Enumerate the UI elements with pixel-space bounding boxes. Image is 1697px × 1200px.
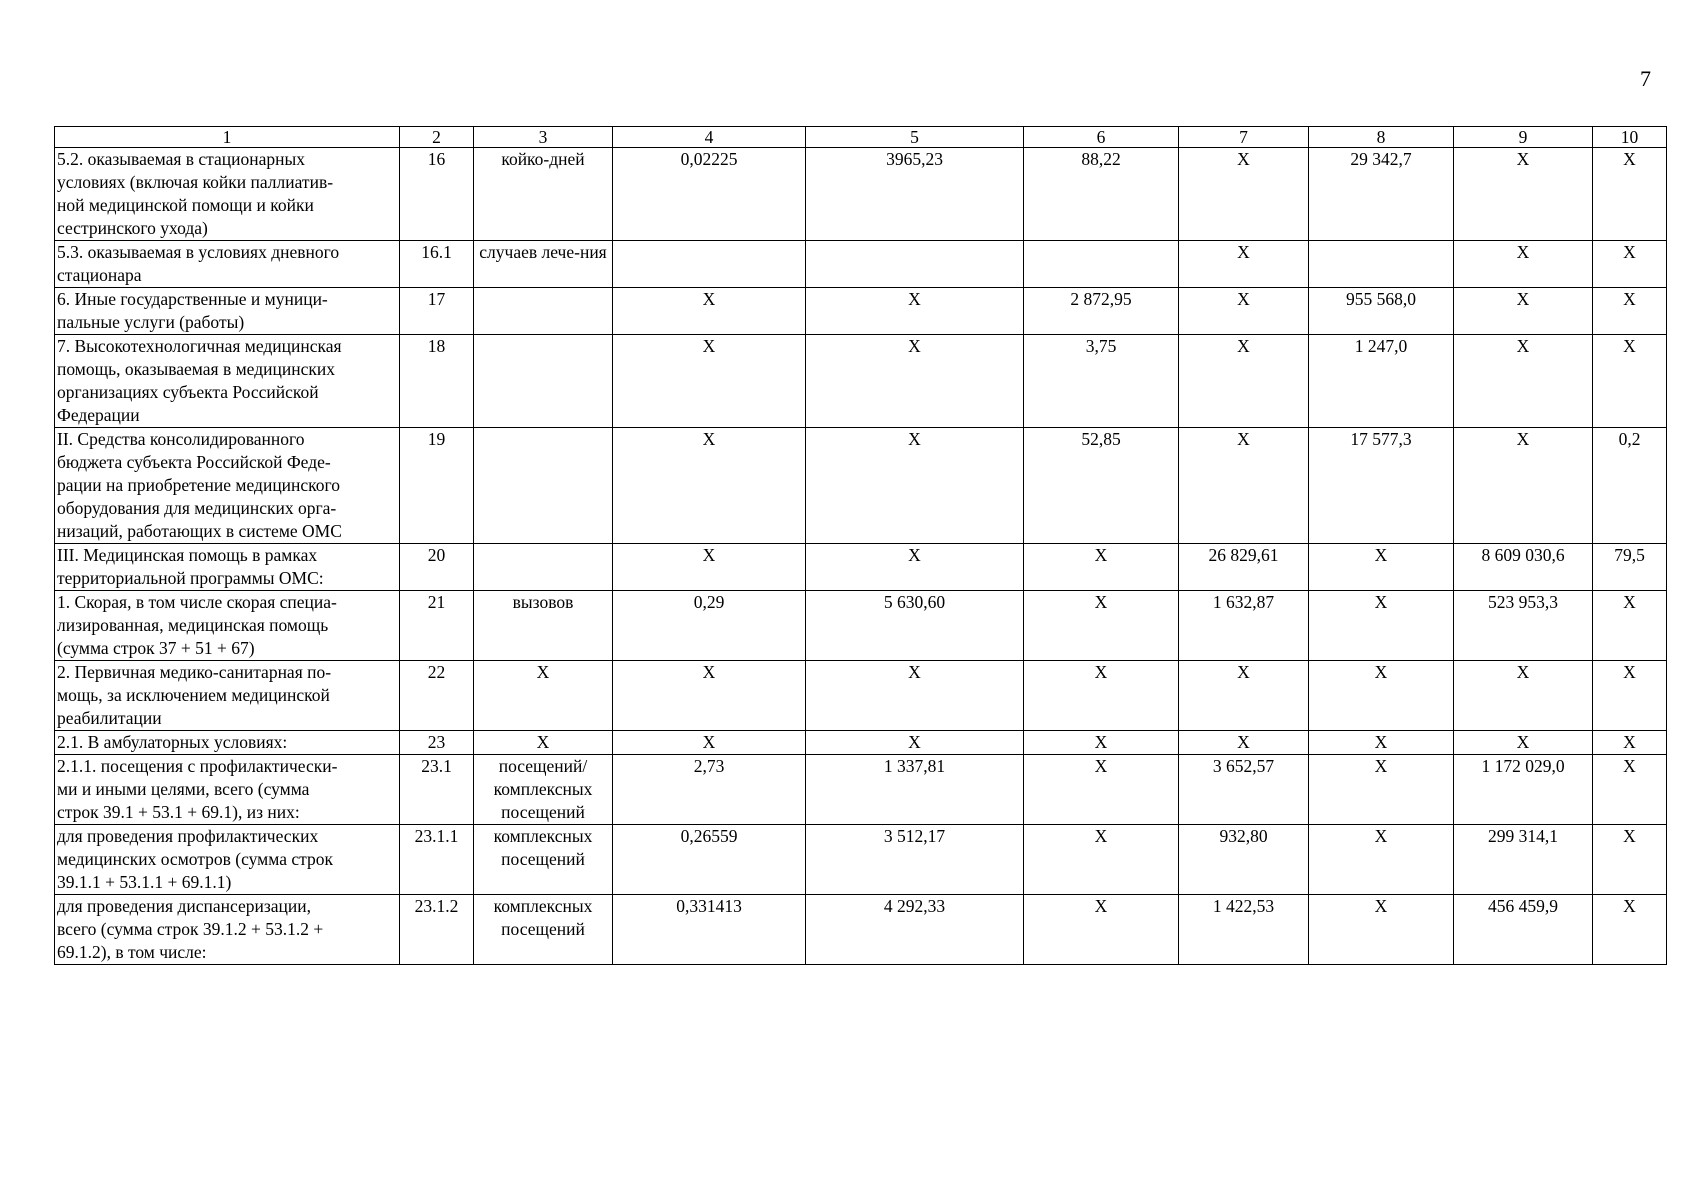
row-name-line: помощь, оказываемая в медицинских <box>57 359 335 379</box>
column-header: 9 <box>1454 127 1593 148</box>
cell-col-3 <box>474 288 613 335</box>
cell-col-10: X <box>1593 895 1667 965</box>
row-name-line: III. Медицинская помощь в рамках <box>57 545 318 565</box>
table-row <box>55 895 1667 965</box>
cell-col-7: 3 652,57 <box>1179 755 1309 825</box>
cell-col-5: X <box>806 428 1024 544</box>
cell-col-4: 0,331413 <box>613 895 806 965</box>
row-name-line: низаций, работающих в системе ОМС <box>57 521 342 541</box>
cell-col-7: X <box>1179 661 1309 731</box>
cell-col-9: X <box>1454 241 1593 288</box>
cell-col-9: 523 953,3 <box>1454 591 1593 661</box>
cell-col-2: 23.1.2 <box>400 895 474 965</box>
cell-col-3: случаев лече-ния <box>474 241 613 288</box>
row-name-cell <box>55 661 400 731</box>
row-name-line: ной медицинской помощи и койки <box>57 195 314 215</box>
row-name-cell <box>55 825 400 895</box>
cell-col-8: 1 247,0 <box>1309 335 1454 428</box>
cell-col-6: 3,75 <box>1024 335 1179 428</box>
column-header: 4 <box>613 127 806 148</box>
row-name-line: пальные услуги (работы) <box>57 312 245 332</box>
cell-col-10: X <box>1593 661 1667 731</box>
cell-col-6: X <box>1024 731 1179 755</box>
cell-col-10: 79,5 <box>1593 544 1667 591</box>
cell-col-4: 2,73 <box>613 755 806 825</box>
cell-col-7: 1 422,53 <box>1179 895 1309 965</box>
cell-col-9: X <box>1454 335 1593 428</box>
row-name-cell <box>55 428 400 544</box>
table-row <box>55 335 1667 428</box>
row-name-line: для проведения профилактических <box>57 826 319 846</box>
row-name-line: Федерации <box>57 405 140 425</box>
cell-col-5: 1 337,81 <box>806 755 1024 825</box>
cell-col-2: 16.1 <box>400 241 474 288</box>
cell-col-3 <box>474 544 613 591</box>
cell-col-9: 1 172 029,0 <box>1454 755 1593 825</box>
cell-col-8: X <box>1309 895 1454 965</box>
cell-col-8: X <box>1309 755 1454 825</box>
cell-col-8: X <box>1309 591 1454 661</box>
cell-col-2: 19 <box>400 428 474 544</box>
cell-col-7: 932,80 <box>1179 825 1309 895</box>
cell-col-8: X <box>1309 544 1454 591</box>
column-header: 1 <box>55 127 400 148</box>
cell-col-3: X <box>474 661 613 731</box>
row-name-cell <box>55 755 400 825</box>
page-number: 7 <box>1640 66 1651 91</box>
row-name-line: сестринского ухода) <box>57 218 208 238</box>
cell-col-9: 456 459,9 <box>1454 895 1593 965</box>
cell-col-10: X <box>1593 825 1667 895</box>
cell-col-5 <box>806 241 1024 288</box>
cell-col-3: комплексных посещений <box>474 825 613 895</box>
cell-col-6 <box>1024 241 1179 288</box>
row-name-line: рации на приобретение медицинского <box>57 475 341 495</box>
row-name-line: 69.1.2), в том числе: <box>57 942 207 962</box>
cell-col-3: вызовов <box>474 591 613 661</box>
cell-col-2: 23.1.1 <box>400 825 474 895</box>
table-row <box>55 825 1667 895</box>
row-name-cell <box>55 591 400 661</box>
cell-col-6: X <box>1024 895 1179 965</box>
cell-col-2: 20 <box>400 544 474 591</box>
cell-col-3: койко-дней <box>474 148 613 241</box>
row-name-line: бюджета субъекта Российской Феде- <box>57 452 331 472</box>
row-name-line: организациях субъекта Российской <box>57 382 319 402</box>
row-name-cell <box>55 544 400 591</box>
row-name-cell <box>55 241 400 288</box>
table-row <box>55 731 1667 755</box>
row-name-cell <box>55 288 400 335</box>
cell-col-7: X <box>1179 288 1309 335</box>
row-name-line: ми и иными целями, всего (сумма <box>57 779 310 799</box>
cell-col-10: X <box>1593 288 1667 335</box>
cell-col-2: 23 <box>400 731 474 755</box>
cell-col-6: 88,22 <box>1024 148 1179 241</box>
cell-col-3 <box>474 428 613 544</box>
cell-col-10: X <box>1593 148 1667 241</box>
cell-col-8: X <box>1309 825 1454 895</box>
row-name-line: 6. Иные государственные и муници- <box>57 289 328 309</box>
cell-col-3 <box>474 335 613 428</box>
row-name-line: мощь, за исключением медицинской <box>57 685 330 705</box>
cell-col-2: 16 <box>400 148 474 241</box>
cell-col-2: 23.1 <box>400 755 474 825</box>
cell-col-3: посещений/ комплексных посещений <box>474 755 613 825</box>
cell-col-4: 0,02225 <box>613 148 806 241</box>
row-name-line: II. Средства консолидированного <box>57 429 305 449</box>
cell-col-5: 5 630,60 <box>806 591 1024 661</box>
cell-col-8: 17 577,3 <box>1309 428 1454 544</box>
row-name-line: (сумма строк 37 + 51 + 67) <box>57 638 255 658</box>
cell-col-3: комплексных посещений <box>474 895 613 965</box>
cell-col-6: X <box>1024 544 1179 591</box>
table-row <box>55 544 1667 591</box>
cell-col-2: 17 <box>400 288 474 335</box>
cell-col-5: 3 512,17 <box>806 825 1024 895</box>
row-name-line: стационара <box>57 265 142 285</box>
row-name-line: строк 39.1 + 53.1 + 69.1), из них: <box>57 802 300 822</box>
row-name-line: 39.1.1 + 53.1.1 + 69.1.1) <box>57 872 232 892</box>
cell-col-8: X <box>1309 731 1454 755</box>
cell-col-9: X <box>1454 731 1593 755</box>
cell-col-5: 3965,23 <box>806 148 1024 241</box>
cell-col-6: X <box>1024 825 1179 895</box>
row-name-cell <box>55 148 400 241</box>
cell-col-10: 0,2 <box>1593 428 1667 544</box>
cell-col-3: X <box>474 731 613 755</box>
cell-col-6: X <box>1024 755 1179 825</box>
column-header: 6 <box>1024 127 1179 148</box>
row-name-line: территориальной программы ОМС: <box>57 568 324 588</box>
row-name-cell <box>55 731 400 755</box>
cell-col-7: X <box>1179 428 1309 544</box>
row-name-line: 7. Высокотехнологичная медицинская <box>57 336 342 356</box>
cell-col-10: X <box>1593 241 1667 288</box>
table-row <box>55 241 1667 288</box>
cell-col-7: 1 632,87 <box>1179 591 1309 661</box>
cell-col-5: X <box>806 544 1024 591</box>
row-name-line: 2.1.1. посещения с профилактически- <box>57 756 338 776</box>
table-row <box>55 288 1667 335</box>
cell-col-6: X <box>1024 661 1179 731</box>
cell-col-4 <box>613 241 806 288</box>
cell-col-4: X <box>613 731 806 755</box>
cell-col-10: X <box>1593 755 1667 825</box>
table-row <box>55 148 1667 241</box>
data-table <box>54 126 1667 965</box>
cell-col-2: 21 <box>400 591 474 661</box>
cell-col-5: X <box>806 335 1024 428</box>
cell-col-10: X <box>1593 591 1667 661</box>
cell-col-4: 0,26559 <box>613 825 806 895</box>
column-header: 3 <box>474 127 613 148</box>
cell-col-7: 26 829,61 <box>1179 544 1309 591</box>
column-header: 2 <box>400 127 474 148</box>
row-name-line: 2. Первичная медико-санитарная по- <box>57 662 332 682</box>
cell-col-5: X <box>806 731 1024 755</box>
column-header: 7 <box>1179 127 1309 148</box>
row-name-cell <box>55 895 400 965</box>
row-name-line: лизированная, медицинская помощь <box>57 615 329 635</box>
table-row <box>55 428 1667 544</box>
cell-col-7: X <box>1179 241 1309 288</box>
cell-col-8: 955 568,0 <box>1309 288 1454 335</box>
row-name-line: для проведения диспансеризации, <box>57 896 311 916</box>
table-row <box>55 755 1667 825</box>
cell-col-4: X <box>613 544 806 591</box>
cell-col-7: X <box>1179 731 1309 755</box>
cell-col-10: X <box>1593 731 1667 755</box>
cell-col-4: 0,29 <box>613 591 806 661</box>
cell-col-5: 4 292,33 <box>806 895 1024 965</box>
cell-col-5: X <box>806 661 1024 731</box>
table-row <box>55 661 1667 731</box>
row-name-line: 5.2. оказываемая в стационарных <box>57 149 306 169</box>
cell-col-8: 29 342,7 <box>1309 148 1454 241</box>
table-row <box>55 591 1667 661</box>
cell-col-8 <box>1309 241 1454 288</box>
cell-col-9: X <box>1454 661 1593 731</box>
cell-col-9: X <box>1454 288 1593 335</box>
cell-col-6: X <box>1024 591 1179 661</box>
column-header: 10 <box>1593 127 1667 148</box>
row-name-line: всего (сумма строк 39.1.2 + 53.1.2 + <box>57 919 324 939</box>
row-name-line: условиях (включая койки паллиатив- <box>57 172 334 192</box>
cell-col-2: 22 <box>400 661 474 731</box>
cell-col-4: X <box>613 661 806 731</box>
column-header: 5 <box>806 127 1024 148</box>
cell-col-4: X <box>613 288 806 335</box>
cell-col-6: 2 872,95 <box>1024 288 1179 335</box>
cell-col-9: X <box>1454 148 1593 241</box>
cell-col-4: X <box>613 428 806 544</box>
cell-col-5: X <box>806 288 1024 335</box>
row-name-cell <box>55 335 400 428</box>
cell-col-8: X <box>1309 661 1454 731</box>
cell-col-9: 299 314,1 <box>1454 825 1593 895</box>
row-name-line: оборудования для медицинских орга- <box>57 498 337 518</box>
cell-col-10: X <box>1593 335 1667 428</box>
row-name-line: 1. Скорая, в том числе скорая специа- <box>57 592 337 612</box>
row-name-line: реабилитации <box>57 708 162 728</box>
row-name-line: 2.1. В амбулаторных условиях: <box>57 732 288 752</box>
cell-col-7: X <box>1179 335 1309 428</box>
column-header: 8 <box>1309 127 1454 148</box>
cell-col-7: X <box>1179 148 1309 241</box>
row-name-line: 5.3. оказываемая в условиях дневного <box>57 242 340 262</box>
cell-col-9: 8 609 030,6 <box>1454 544 1593 591</box>
cell-col-2: 18 <box>400 335 474 428</box>
header-row <box>55 127 1667 148</box>
cell-col-6: 52,85 <box>1024 428 1179 544</box>
row-name-line: медицинских осмотров (сумма строк <box>57 849 333 869</box>
cell-col-9: X <box>1454 428 1593 544</box>
cell-col-4: X <box>613 335 806 428</box>
